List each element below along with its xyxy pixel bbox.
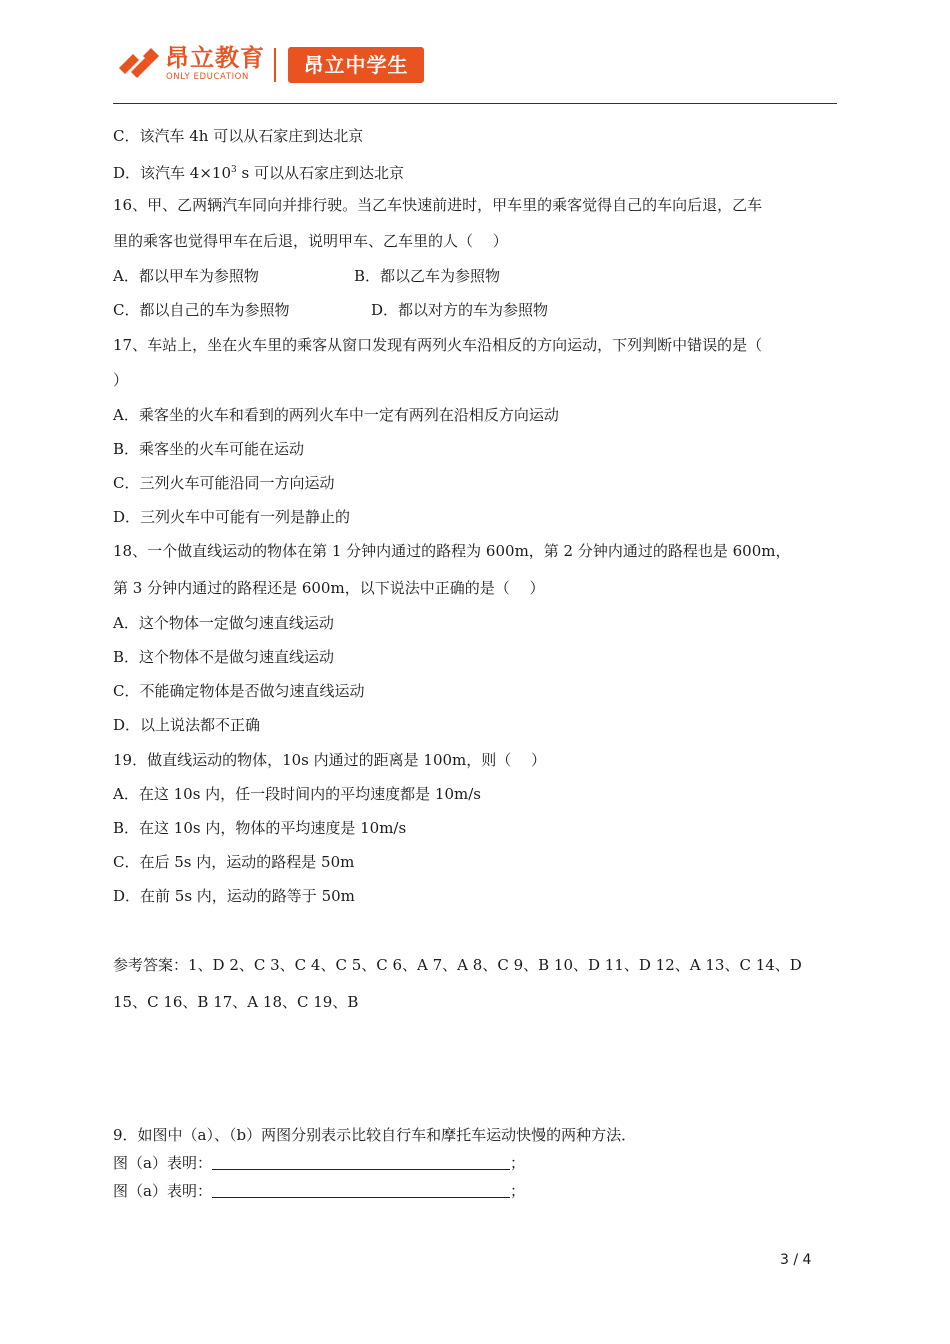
answer-key-line2: 15、C 16、B 17、A 18、C 19、B bbox=[113, 993, 359, 1011]
q9-a-blank[interactable] bbox=[212, 1153, 510, 1170]
q16-option-c: C．都以自己的车为参照物 bbox=[113, 301, 290, 319]
q9-a-label: 图（a）表明： bbox=[113, 1154, 212, 1172]
q16-option-d: D．都以对方的车为参照物 bbox=[371, 301, 549, 319]
header-rule bbox=[113, 103, 837, 104]
q15-d-text: D．该汽车 4×10 bbox=[113, 164, 231, 182]
q15-d-exponent: 3 bbox=[231, 165, 237, 175]
q9-fill-a bbox=[113, 1152, 525, 1174]
q17-option-c: C．三列火车可能沿同一方向运动 bbox=[113, 474, 335, 492]
q17-option-d: D．三列火车中可能有一列是静止的 bbox=[113, 508, 351, 526]
q19-option-d: D．在前 5s 内，运动的路等于 50m bbox=[113, 887, 355, 905]
q9-b-end: ； bbox=[509, 1182, 525, 1200]
q17-option-b: B．乘客坐的火车可能在运动 bbox=[113, 440, 305, 458]
q15-option-c: C．该汽车 4h 可以从石家庄到达北京 bbox=[113, 127, 364, 145]
page-number: 3 / 4 bbox=[780, 1252, 812, 1268]
q17-stem-line2: ） bbox=[113, 371, 129, 389]
q18-option-a: A．这个物体一定做匀速直线运动 bbox=[113, 614, 334, 632]
brand-name-en: ONLY EDUCATION bbox=[166, 72, 249, 82]
q17-stem-line1: 17、车站上，坐在火车里的乘客从窗口发现有两列火车沿相反的方向运动，下列判断中错误的是（ bbox=[113, 336, 763, 354]
answer-key-line1: 参考答案：1、D 2、C 3、C 4、C 5、C 6、A 7、A 8、C 9、B 10、D 11、D 12、A 13、C 14、D bbox=[113, 956, 802, 974]
page-header bbox=[113, 40, 837, 104]
q18-option-b: B．这个物体不是做匀速直线运动 bbox=[113, 648, 335, 666]
q18-stem-line2: 第 3 分钟内通过的路程还是 600m，以下说法中正确的是（ ） bbox=[113, 579, 545, 597]
q18-option-d: D．以上说法都不正确 bbox=[113, 716, 261, 734]
q16-stem-line2: 里的乘客也觉得甲车在后退，说明甲车、乙车里的人（ ） bbox=[113, 232, 508, 250]
header-divider bbox=[274, 48, 276, 82]
q16-option-b: B．都以乙车为参照物 bbox=[354, 267, 501, 285]
q16-stem-line1: 16、甲、乙两辆汽车同向并排行驶。当乙车快速前进时，甲车里的乘客觉得自己的车向后退，乙车 bbox=[113, 196, 763, 214]
q9-b-blank[interactable] bbox=[212, 1181, 510, 1198]
q16-option-a: A．都以甲车为参照物 bbox=[113, 267, 259, 285]
q19-option-c: C．在后 5s 内，运动的路程是 50m bbox=[113, 853, 355, 871]
q15-option-d bbox=[113, 159, 404, 184]
brand-name-cn: 昂立教育 bbox=[165, 44, 265, 72]
q15-d-text-end: s 可以从石家庄到达北京 bbox=[236, 164, 404, 182]
q9-b-label: 图（a）表明： bbox=[113, 1182, 212, 1200]
q18-option-c: C．不能确定物体是否做匀速直线运动 bbox=[113, 682, 365, 700]
brand-badge: 昂立中学生 bbox=[288, 47, 424, 83]
q19-option-b: B．在这 10s 内，物体的平均速度是 10m/s bbox=[113, 819, 407, 837]
q9-fill-b bbox=[113, 1180, 525, 1202]
q9-stem: 9．如图中（a）、（b）两图分别表示比较自行车和摩托车运动快慢的两种方法． bbox=[113, 1126, 637, 1144]
q19-option-a: A．在这 10s 内，任一段时间内的平均速度都是 10m/s bbox=[113, 785, 481, 803]
q17-option-a: A．乘客坐的火车和看到的两列火车中一定有两列在沿相反方向运动 bbox=[113, 406, 559, 424]
brand-logo-icon bbox=[115, 46, 161, 82]
q9-a-end: ； bbox=[509, 1154, 525, 1172]
q19-stem: 19．做直线运动的物体，10s 内通过的距离是 100m，则（ ） bbox=[113, 751, 547, 769]
q18-stem-line1: 18、一个做直线运动的物体在第 1 分钟内通过的路程为 600m，第 2 分钟内通过的路程也是 600m， bbox=[113, 542, 791, 560]
